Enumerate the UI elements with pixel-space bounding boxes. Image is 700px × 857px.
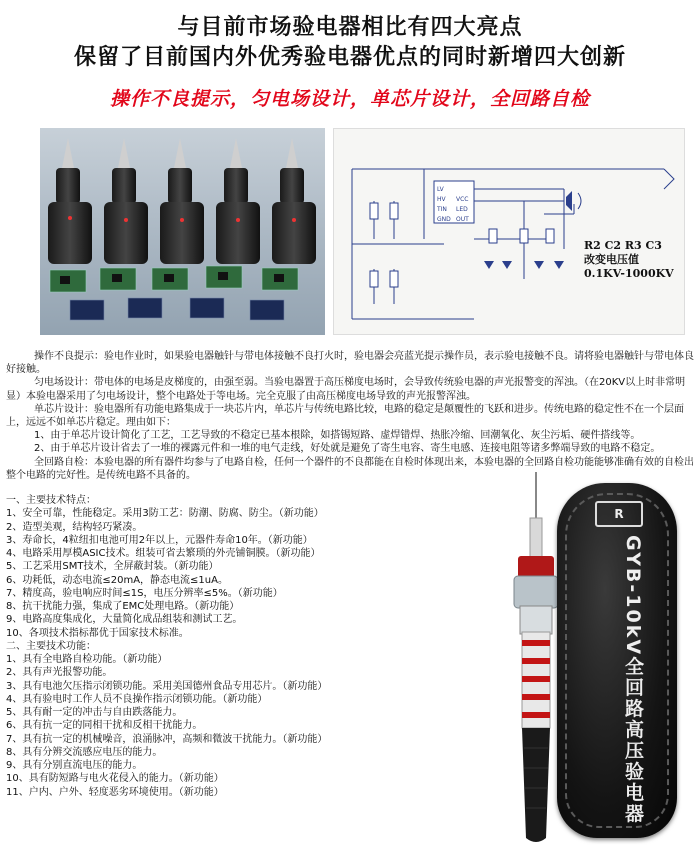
headline-2: 保留了目前国内外优秀验电器优点的同时新增四大创新 [73, 45, 626, 70]
list-item: 6、功耗低，动态电流≤20mA，静态电流≤1uA。 [6, 574, 228, 586]
paragraph-reason-1: 1、由于单芯片设计简化了工艺，工艺导致的不稳定已基本根除，如搭锡短路、虚焊错焊、热胀冷缩、回潮氧化、灰尘污垢、硬件搭线等。 [34, 430, 641, 442]
circuit-diagram [333, 128, 685, 335]
list-item: 10、各项技术指标都优于国家技术标准。 [6, 627, 189, 639]
chip-pin-label: TIN [437, 206, 447, 213]
list-item: 1、具有全电路自检功能。（新功能） [6, 654, 168, 665]
tester-head [48, 138, 92, 264]
list-item: 10、具有防短路与电火花侵入的能力。（新功能） [6, 773, 224, 785]
bag-logo: R [595, 501, 643, 527]
list-item: 5、工艺采用SMT技术，全屏蔽封装。（新功能） [6, 561, 219, 573]
circuit-label-3: 0.1KV-1000KV [584, 267, 674, 280]
chip-pin-label: GND [437, 216, 451, 223]
feature-list [6, 494, 506, 799]
schematic-wiring [334, 129, 686, 336]
list-item: 2、具有声光报警功能。 [6, 667, 113, 679]
paragraph-uniform-field: 匀电场设计：带电体的电场是皮梯度的，由强至弱。当验电器置于高压梯度电场时，会导致传统验电器的声光报警变的浑浊。（在20KV以上时非常明显）本验电器采用了匀电场设计，整个电路处于等电场。完全克服了由高压梯度电场导致的声光报警浑浊。 [6, 377, 686, 402]
list-item: 3、具有电池欠压指示闭锁功能。采用美国德州食品专用芯片。（新功能） [6, 680, 328, 692]
list-item: 二、主要技术功能： [6, 640, 96, 652]
chip-pin-label: VCC [456, 196, 469, 203]
list-item: 7、具有抗一定的机械噪音，浪涌脉冲，高频和微波干扰能力。（新功能） [6, 733, 328, 745]
list-item: 11、户内、户外、轻度恶劣环境使用。（新功能） [6, 786, 224, 798]
paragraph-single-chip: 单芯片设计：验电器所有功能电路集成于一块芯片内，单芯片与传统电路比较，电路的稳定是颠覆性的飞跃和进步。传统电路的稳定性不在一个层面上，远远不如单芯片稳定。理由如下： [6, 403, 684, 429]
list-item: 5、具有耐一定的冲击与自由跌落能力。 [6, 707, 183, 718]
feature-slogan: 操作不良提示，匀电场设计，单芯片设计，全回路自检 [109, 88, 590, 110]
list-item: 一、主要技术特点： [6, 495, 96, 506]
chip-pin-label: HV [437, 196, 446, 203]
list-item: 7、精度高，验电响应时间≤1S，电压分辨率≤5%。（新功能） [6, 587, 283, 599]
circuit-label-2: 改变电压值 [584, 253, 639, 266]
list-item: 1、安全可靠，性能稳定。采用3防工艺：防潮、防腐、防尘。（新功能） [6, 508, 324, 520]
list-item: 9、电路高度集成化，大量简化成品组装和测试工艺。 [6, 614, 243, 626]
headline-1: 与目前市场验电器相比有四大亮点 [177, 15, 523, 40]
chip-pin-label: OUT [456, 216, 469, 223]
list-item: 2、造型美观，结构轻巧紧凑。 [6, 521, 143, 533]
paragraph-reason-2: 2、由于单芯片设计省去了一堆的裸露元件和一堆的电气走线，好处就是避免了寄生电容、寄生电感、连接电阻等诸多弊端导致的电路不稳定。 [34, 443, 661, 455]
list-item: 4、电路采用厚模ASIC技术。组装可省去繁琐的外壳铺铜膜。（新功能） [6, 548, 321, 559]
description-text [6, 350, 696, 482]
list-item: 6、具有抗一定的同相干扰和反相干扰能力。 [6, 720, 203, 732]
chip-pin-label: LED [456, 206, 468, 213]
paragraph-operation: 操作不良提示：验电作业时，如果验电器触针与带电体接触不良打火时，验电器会亮蓝光提示操作员，表示验电接触不良。请将验电器触针与带电体良好接触。 [6, 351, 694, 376]
list-item: 3、寿命长，4粒纽扣电池可用2年以上，元器件寿命10年。（新功能） [6, 534, 313, 546]
list-item: 8、抗干扰能力强，集成了EMC处理电路。（新功能） [6, 601, 240, 612]
list-item: 4、具有验电时工作人员不良操作指示闭锁功能。（新功能） [6, 693, 268, 705]
tester-heads-illustration [40, 128, 325, 335]
carrying-bag [557, 483, 677, 838]
circuit-label-1: R2 C2 R3 C3 [584, 239, 662, 252]
list-item: 8、具有分辨交流感应电压的能力。 [6, 746, 163, 758]
product-photo [40, 128, 325, 335]
bag-product-name: GYB-10kV全回路高压验电器 [622, 535, 644, 825]
chip-pin-label: LV [437, 186, 444, 193]
paragraph-self-check: 全回路自检：本验电器的所有器件均参与了电路自检，任何一个器件的不良都能在自检时体现出来，本验电器的全回路自检功能能够准确有效的自检出整个电路的完好性。是传统电路不具备的。 [6, 456, 694, 481]
list-item: 9、具有分别直流电压的能力。 [6, 760, 143, 771]
buzzer-icon [566, 191, 572, 211]
